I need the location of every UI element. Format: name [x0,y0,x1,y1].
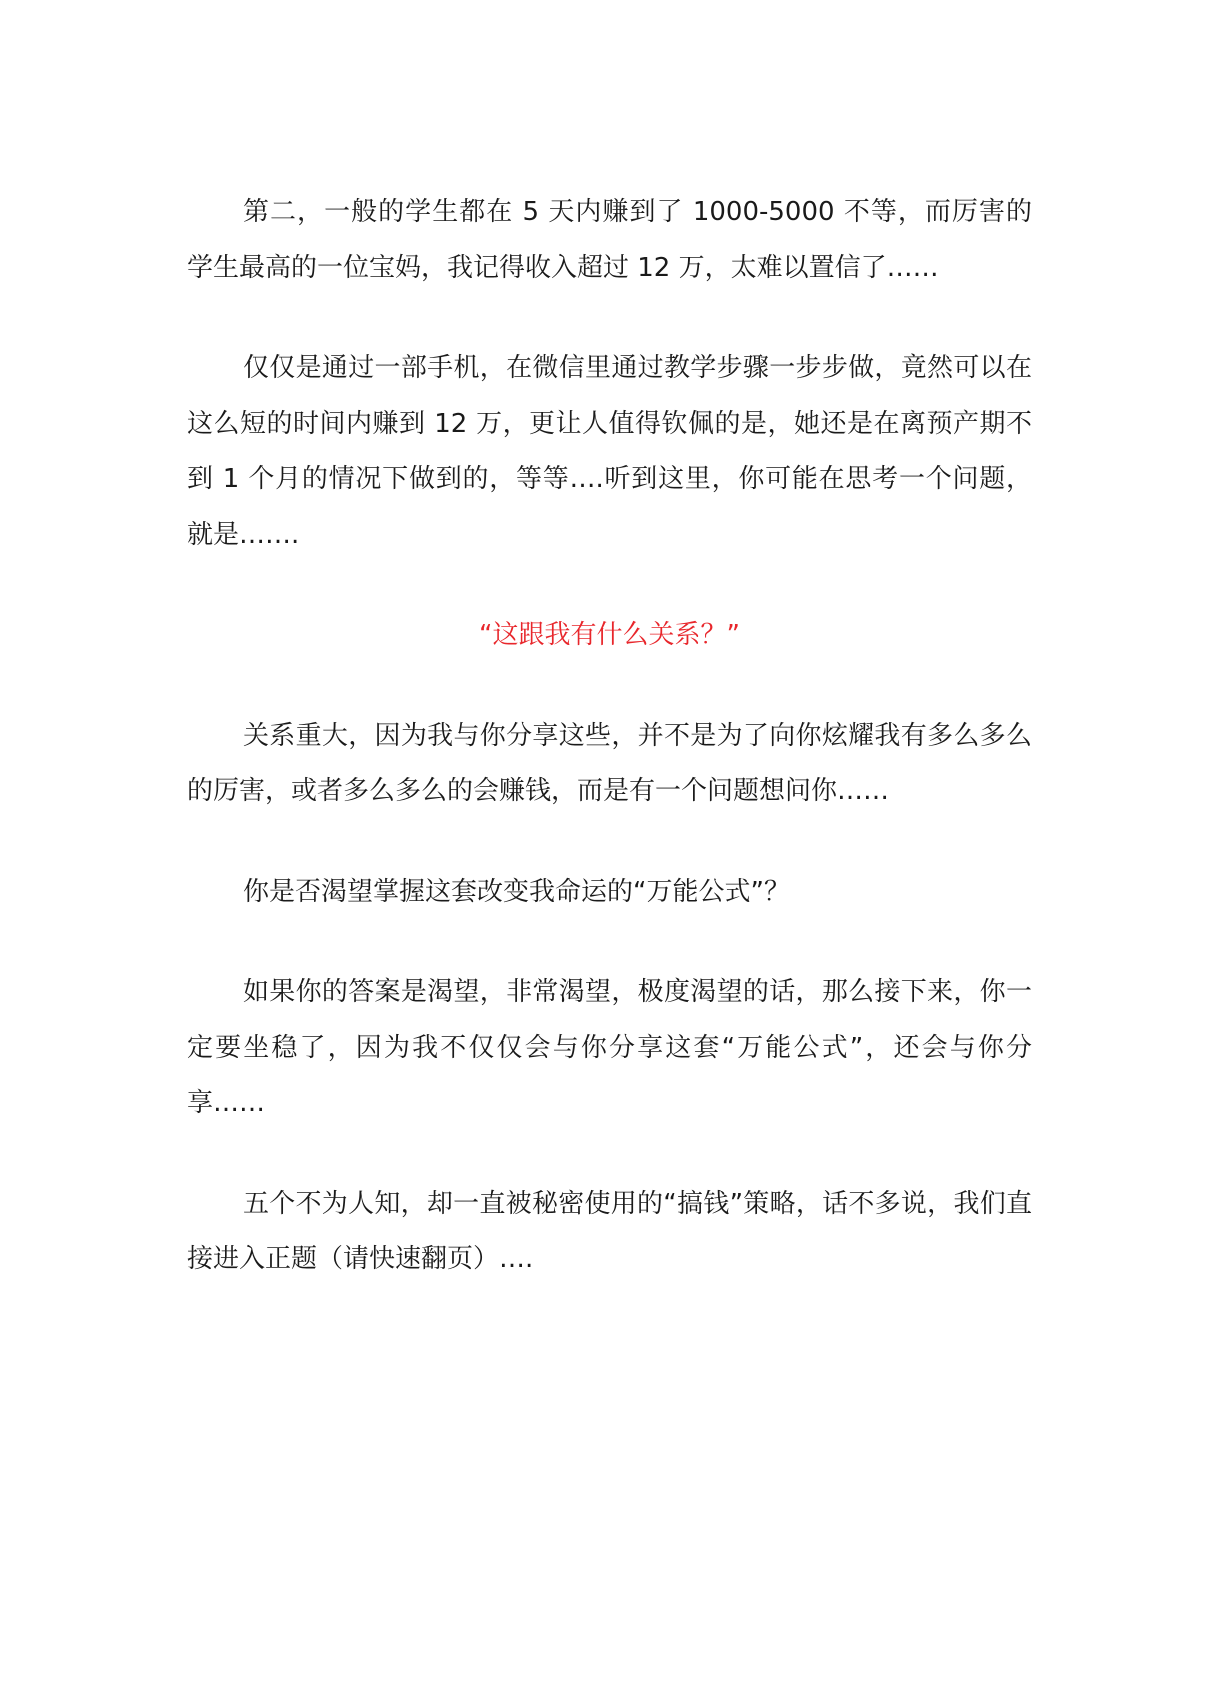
paragraph-1: 第二，一般的学生都在 5 天内赚到了 1000-5000 不等，而厉害的学生最高的一位宝妈，我记得收入超过 12 万，太难以置信了…… [187,197,1032,283]
paragraph-2: 仅仅是通过一部手机，在微信里通过教学步骤一步步做，竟然可以在这么短的时间内赚到 12 万，更让人值得钦佩的是，她还是在离预产期不到 1 个月的情况下做到的，等等….听到这里，你可能在思考一个问题，就是……. [187,353,1032,550]
document-body [187,185,1032,1333]
callout-text: “这跟我有什么关系？” [479,620,740,650]
callout-question [187,608,1032,664]
paragraph-6: 五个不为人知，却一直被秘密使用的“搞钱”策略，话不多说，我们直接进入正题（请快速翻页）…. [187,1188,1032,1274]
paragraph-4: 你是否渴望掌握这套改变我命运的“万能公式”？ [243,876,790,907]
paragraph-3: 关系重大，因为我与你分享这些，并不是为了向你炫耀我有多么多么的厉害，或者多么多么的会赚钱，而是有一个问题想问你…… [187,720,1032,806]
paragraph-5: 如果你的答案是渴望，非常渴望，极度渴望的话，那么接下来，你一定要坐稳了，因为我不仅仅会与你分享这套“万能公式”，还会与你分享…… [187,977,1032,1118]
